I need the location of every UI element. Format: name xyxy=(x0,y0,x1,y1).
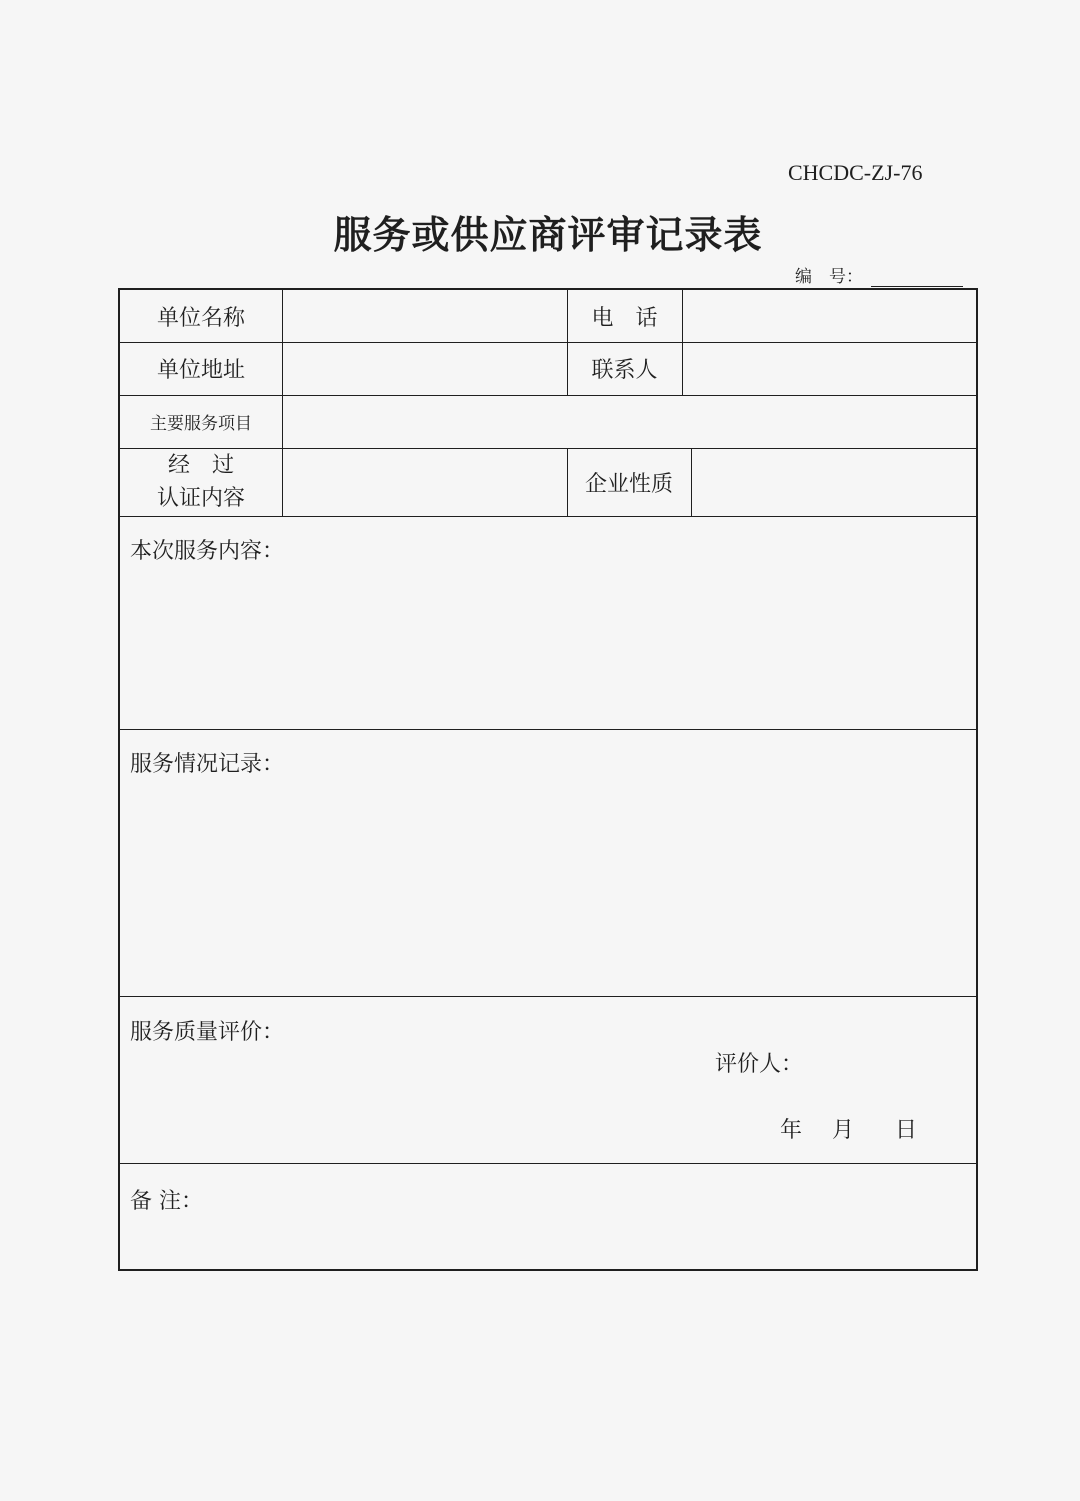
review-form xyxy=(118,288,978,1271)
phone-label: 电 话 xyxy=(591,305,658,331)
remarks-area[interactable] xyxy=(120,1163,976,1268)
page-title: 服务或供应商评审记录表 xyxy=(333,212,763,257)
document-code: CHCDC-ZJ-76 xyxy=(788,160,923,185)
phone-field[interactable] xyxy=(682,290,975,342)
service-record-label: 服务情况记录： xyxy=(130,752,285,777)
service-content-label: 本次服务内容： xyxy=(130,539,285,564)
serial-number xyxy=(795,262,963,287)
unit-name-label: 单位名称 xyxy=(156,305,245,331)
certification-label-line1: 经 过 xyxy=(167,453,234,478)
contact-label: 联系人 xyxy=(591,358,658,383)
remarks-label: 备 注： xyxy=(130,1189,203,1214)
main-service-label: 主要服务项目 xyxy=(150,414,252,434)
evaluator-label: 评价人： xyxy=(715,1052,804,1077)
date-year: 年 xyxy=(780,1118,803,1143)
certification-label-line2: 认证内容 xyxy=(156,486,245,511)
certification-field[interactable] xyxy=(282,448,567,516)
unit-address-label: 单位地址 xyxy=(156,358,245,383)
main-service-field[interactable] xyxy=(282,395,975,448)
date-month: 月 xyxy=(832,1118,855,1143)
date-day: 日 xyxy=(895,1118,918,1143)
unit-name-field[interactable] xyxy=(282,290,567,342)
unit-address-field[interactable] xyxy=(282,342,567,395)
quality-eval-label: 服务质量评价： xyxy=(130,1020,285,1045)
enterprise-type-label: 企业性质 xyxy=(584,471,673,497)
serial-input[interactable] xyxy=(871,266,963,287)
serial-label: 编 号： xyxy=(795,267,863,287)
enterprise-type-field[interactable] xyxy=(691,448,975,516)
contact-field[interactable] xyxy=(682,342,975,395)
certification-label xyxy=(120,448,282,516)
